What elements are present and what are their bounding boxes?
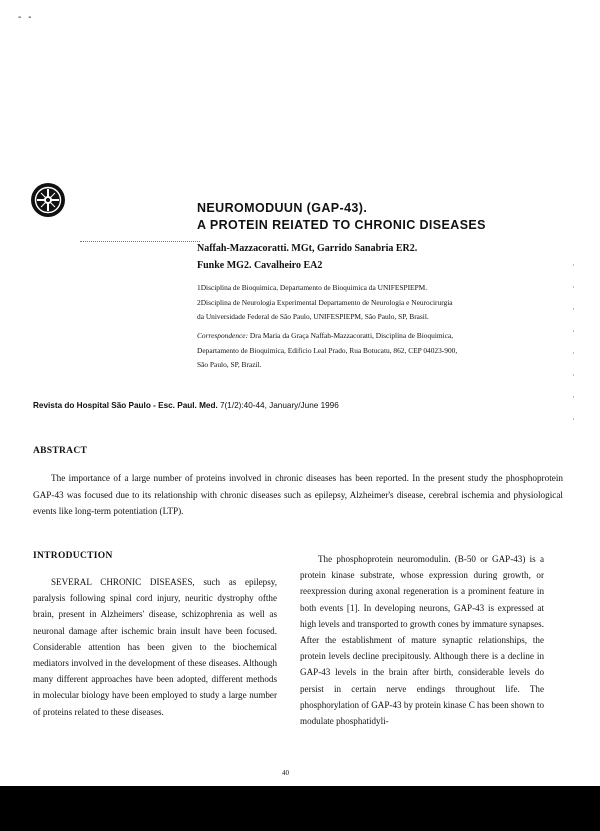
- affiliation-line-3: da Universidade Federal de São Paulo, UNIFESPIEPM, São Paulo, SP, Brasil.: [197, 312, 429, 321]
- scan-margin-marks: · · · · · · · ·: [572, 261, 575, 424]
- authors-line-2: Funke MG2. Cavalheiro EA2: [197, 260, 323, 271]
- affiliations: [197, 281, 577, 325]
- paper-title: [197, 200, 557, 234]
- authors: [197, 240, 557, 274]
- introduction-right-column: The phosphoprotein neuromodulin. (B-50 or GAP-43) is a protein kinase substrate, whose expression during growth, or reexpression during axonal regeneration is a prominent feature in both events [1]. In developing neurons, GAP-43 is expressed at high levels and transported to growth cones by immature synapses. After the establishment of mature synaptic relationships, the protein levels decline precipitously. Although there is a decline in GAP-43 levels in the brain after birth, considerable levels do persist in certain nerve endings throughout life. The phosphorylation of GAP-43 by protein kinase C has been shown to modulate phosphatidyli-: [300, 554, 544, 727]
- correspondence: [197, 329, 577, 373]
- introduction-left-column: SEVERAL CHRONIC DISEASES, such as epilepsy, paralysis following spinal cord injury, neuritic dystrophy ofthe brain, present in Alzheimers' disease, schizophrenia as well as neuronal damage after ischemic brain insult have been focused. Considerable attention has been given to the biochemical mediators involved in the development of these diseases. Although many different approaches have been adopted, different methods in molecular biology have been employed to study a large number of proteins related to these diseases.: [33, 577, 277, 717]
- affiliation-line-1: 1Disciplina de Bioquimica, Departamento de Bioquimica da UNIFESPIEPM.: [197, 283, 428, 292]
- page-number: 40: [282, 769, 289, 777]
- correspondence-line-1: Dra Maria da Graça Naffah-Mazzacoratti, Disciplina de Bioquimica,: [248, 331, 454, 340]
- scan-bottom-band: [0, 786, 600, 831]
- correspondence-line-2: Departamento de Bioquimica, Edificio Leal Prado, Rua Botucatu, 862, CEP 04023-900,: [197, 345, 458, 355]
- journal-logo-icon: [30, 182, 66, 218]
- title-rule: [80, 241, 200, 242]
- title-line-2: A PROTEIN REIATED TO CHRONIC DISEASES: [197, 218, 486, 232]
- citation-details: 7(1/2):40-44, January/June 1996: [217, 401, 339, 410]
- correspondence-line-3: São Paulo, SP, Brazil.: [197, 360, 262, 369]
- citation: [33, 401, 553, 410]
- authors-line-1: Naffah-Mazzacoratti. MGt, Garrido Sanabria ER2.: [197, 243, 418, 254]
- introduction-heading: INTRODUCTION: [33, 551, 113, 561]
- corner-mark: - -: [18, 12, 34, 23]
- abstract-heading: ABSTRACT: [33, 446, 88, 456]
- affiliation-line-2: 2Disciplina de Neurologia Experimental Departamento de Neurologia e Neurocirurgia: [197, 297, 453, 307]
- abstract-text: The importance of a large number of proteins involved in chronic diseases has been reported. In the present study the phosphoprotein GAP-43 was focused due to its relationship with chronic diseases such as epilepsy, Alzheimer's disease, cerebral ischemia and physiological events like long-term potentiation (LTP).: [33, 473, 563, 516]
- title-line-1: NEUROMODUUN (GAP-43).: [197, 201, 368, 215]
- correspondence-label: Correspondence:: [197, 331, 249, 340]
- citation-journal: Revista do Hospital São Paulo - Esc. Paul. Med.: [33, 401, 218, 410]
